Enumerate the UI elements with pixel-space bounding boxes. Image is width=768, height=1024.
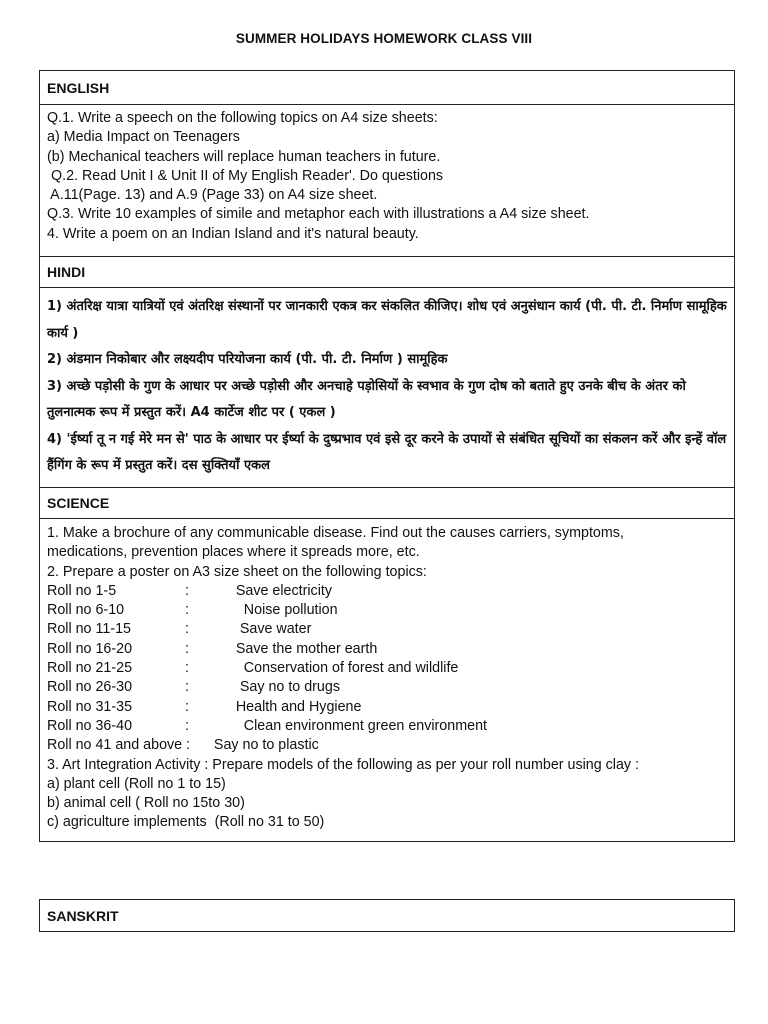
english-line: A.11(Page. 13) and A.9 (Page 33) on A4 size sheet. xyxy=(47,187,378,204)
roll-separator: : xyxy=(185,621,189,638)
science-line: 2. Prepare a poster on A3 size sheet on the following topics: xyxy=(47,563,427,580)
roll-separator: : xyxy=(185,698,189,715)
hindi-item: 3) अच्छे पड़ोसी के गुण के आधार पर अच्छे पड़ोसी और अनचाहे पड़ोसियों के स्वभाव के गुण दोष को बताते हुए उनके बीच के अंतर को तुलनात्मक रूप में प्रस्तुत करें। A4 कार्टेज शीट पर ( एकल ) xyxy=(47,378,686,420)
english-line: Q.1. Write a speech on the following topics on A4 size sheets: xyxy=(47,110,438,126)
homework-table xyxy=(39,70,735,842)
roll-range: Roll no 1-5 xyxy=(47,582,117,599)
roll-separator: : xyxy=(185,660,189,677)
roll-row xyxy=(47,620,727,639)
roll-row xyxy=(47,659,727,678)
roll-separator: : xyxy=(185,717,189,734)
science-content xyxy=(40,518,734,841)
roll-row xyxy=(47,698,727,717)
roll-separator: : xyxy=(185,582,189,599)
hindi-item: 2) अंडमान निकोबार और लक्ष्यदीप परियोजना कार्य (पी. पी. टी. निर्माण ) सामूहिक xyxy=(47,352,448,367)
roll-range: Roll no 26-30 xyxy=(47,679,133,696)
english-line: Q.2. Read Unit I & Unit II of My English Reader'. Do questions xyxy=(47,167,444,184)
english-line: Q.3. Write 10 examples of simile and metaphor each with illustrations a A4 size sheet. xyxy=(47,206,590,223)
roll-row xyxy=(47,717,727,736)
science-line: Roll no 41 and above : Say no to plastic xyxy=(47,737,319,754)
roll-topic: Noise pollution xyxy=(216,602,338,619)
english-line: a) Media Impact on Teenagers xyxy=(47,129,240,146)
roll-topic: Save the mother earth xyxy=(216,640,378,657)
roll-range: Roll no 36-40 xyxy=(47,717,133,734)
english-content xyxy=(40,104,734,256)
roll-row xyxy=(47,601,727,620)
science-line: c) agriculture implements (Roll no 31 to 50) xyxy=(47,814,325,831)
roll-topic: Save water xyxy=(216,621,312,638)
science-line: b) animal cell ( Roll no 15to 30) xyxy=(47,795,245,812)
roll-range: Roll no 31-35 xyxy=(47,698,133,715)
roll-row xyxy=(47,582,727,601)
english-line: 4. Write a poem on an Indian Island and it's natural beauty. xyxy=(47,225,419,242)
roll-separator: : xyxy=(185,602,189,619)
science-line: a) plant cell (Roll no 1 to 15) xyxy=(47,775,226,792)
science-line: 1. Make a brochure of any communicable disease. Find out the causes carriers, symptoms, xyxy=(47,525,624,541)
sanskrit-heading: SANSKRIT xyxy=(39,899,735,932)
roll-topic: Say no to drugs xyxy=(216,679,340,696)
hindi-content xyxy=(40,287,734,487)
roll-range: Roll no 16-20 xyxy=(47,640,133,657)
roll-separator: : xyxy=(185,679,189,696)
hindi-heading: HINDI xyxy=(40,256,734,287)
roll-row xyxy=(47,640,727,659)
roll-row xyxy=(47,678,727,697)
english-heading: ENGLISH xyxy=(47,79,110,96)
hindi-item: 1) अंतरिक्ष यात्रा यात्रियों एवं अंतरिक्ष संस्थानों पर जानकारी एकत्र कर संकलित कीजिए। शोध एवं अनुसंधान कार्य (पी. पी. टी. निर्माण सामूहिक कार्य ) xyxy=(47,299,727,341)
roll-separator: : xyxy=(185,640,189,657)
roll-topic: Clean environment green environment xyxy=(216,717,487,734)
roll-topic: Conservation of forest and wildlife xyxy=(216,660,459,677)
science-heading: SCIENCE xyxy=(40,487,734,518)
roll-topic: Health and Hygiene xyxy=(216,698,362,715)
science-line: medications, prevention places where it spreads more, etc. xyxy=(47,544,420,561)
roll-range: Roll no 6-10 xyxy=(47,602,125,619)
science-line: 3. Art Integration Activity : Prepare models of the following as per your roll number using clay : xyxy=(47,756,640,773)
roll-range: Roll no 21-25 xyxy=(47,660,133,677)
page-title: SUMMER HOLIDAYS HOMEWORK CLASS VIII xyxy=(235,31,533,46)
hindi-item: 4) 'ईर्ष्या तू न गई मेरे मन से' पाठ के आधार पर ईर्ष्या के दुष्प्रभाव एवं इसे दूर करने के उपायों से संबंधित सूचियों का संकलन करें और इन्हें वॉल हैंगिंग के रूप में प्रस्तुत करें। दस सुक्तियाँ एकल xyxy=(47,431,727,473)
roll-range: Roll no 11-15 xyxy=(47,621,131,638)
english-line: (b) Mechanical teachers will replace human teachers in future. xyxy=(47,148,441,165)
roll-topic: Save electricity xyxy=(216,582,333,599)
